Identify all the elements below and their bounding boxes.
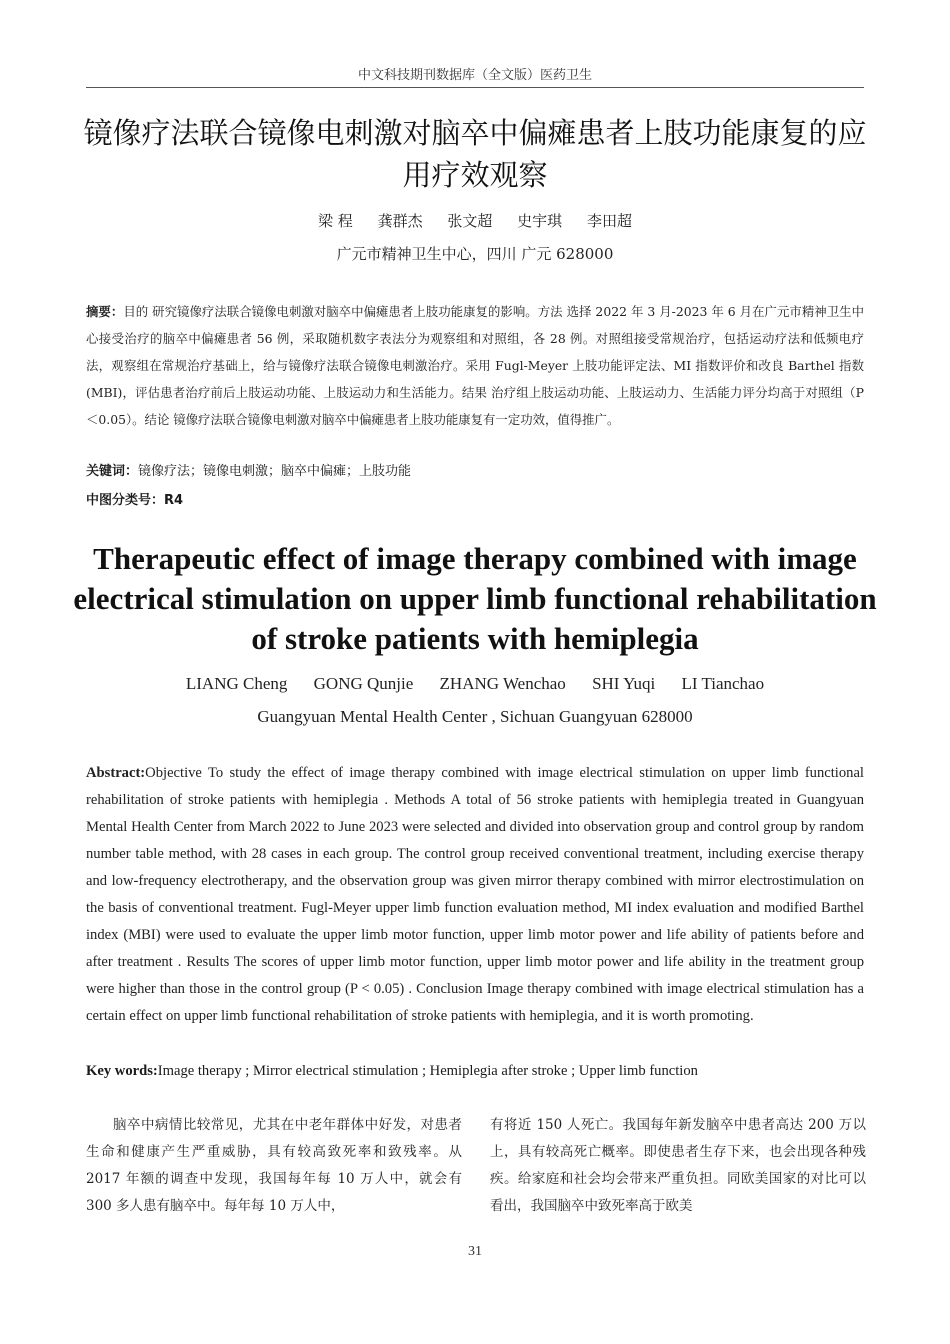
chinese-keywords-text: 镜像疗法；镜像电刺激；脑卒中偏瘫；上肢功能 bbox=[138, 464, 412, 479]
classification-value: R4 bbox=[164, 493, 184, 508]
chinese-abstract-label: 摘要： bbox=[86, 304, 124, 319]
body-right-column: 有将近 150 人死亡。我国每年新发脑卒中患者高达 200 万以上，具有较高死亡概率。即使患者生存下来，也会出现各种残疾。给家庭和社会均会带来严重负担。同欧美国家的对比可以看出，我国脑卒中致死率高于欧美 bbox=[490, 1117, 866, 1214]
chinese-keywords-label: 关键词： bbox=[86, 464, 139, 479]
chinese-keywords bbox=[86, 461, 864, 483]
journal-header: 中文科技期刊数据库（全文版）医药卫生 bbox=[357, 68, 592, 83]
english-keywords-text: Image therapy ; Mirror electrical stimulation ; Hemiplegia after stroke ; Upper limb function bbox=[157, 1063, 698, 1079]
page-number: 31 bbox=[468, 1244, 482, 1259]
cn-author: 李田超 bbox=[586, 212, 632, 230]
cn-author: 史宇琪 bbox=[517, 212, 563, 230]
chinese-affiliation: 广元市精神卫生中心，四川 广元 628000 bbox=[336, 245, 614, 263]
en-author: LIANG Cheng bbox=[185, 674, 288, 693]
en-author: GONG Qunjie bbox=[313, 674, 414, 693]
english-abstract-text: Objective To study the effect of image therapy combined with image electrical stimulation on upper limb functional rehabilitation of stroke patients with hemiplegia . Methods A total of 56 stroke patients with hemiplegia treated in Guangyuan Mental Health Center from March 2022 to June 2023 were selected and divided into observation group and control group by random number table method, with 28 cases in each group. The control group received conventional treatment, including exercise therapy and low-frequency electrotherapy, and the observation group was given mirror therapy combined with mirror electrostimulation on the basis of conventional treatment. Fugl-Meyer upper limb function evaluation method, MI index evaluation and modified Barthel index (MBI) were used to evaluate the upper limb motor function, upper limb motor power and life ability of patients before and after treatment . Results The scores of upper limb motor function, upper limb motor power and life ability in the treatment group were higher than those in the control group (P < 0.05) . Conclusion Image therapy combined with image electrical stimulation has a certain effect on upper limb functional rehabilitation of stroke patients with hemiplegia, and it is worth promoting. bbox=[86, 765, 864, 1024]
english-abstract bbox=[86, 760, 864, 1030]
en-author: LI Tianchao bbox=[681, 674, 765, 693]
cn-author: 梁 程 bbox=[318, 212, 353, 230]
english-abstract-label: Abstract: bbox=[86, 765, 146, 781]
english-title: Therapeutic effect of image therapy combined with image electrical stimulation on upper limb functional rehabilitation of stroke patients with hemiplegia bbox=[73, 541, 877, 656]
english-affiliation: Guangyuan Mental Health Center , Sichuan Guangyuan 628000 bbox=[257, 707, 693, 726]
cn-author: 龚群杰 bbox=[377, 212, 423, 230]
chinese-abstract bbox=[86, 298, 864, 433]
chinese-abstract-text: 目的 研究镜像疗法联合镜像电刺激对脑卒中偏瘫患者上肢功能康复的影响。方法 选择 2022 年 3 月-2023 年 6 月在广元市精神卫生中心接受治疗的脑卒中偏瘫患者 56 例，采取随机数字表法分为观察组和对照组，各 28 例。对照组接受常规治疗，包括运动疗法和低频电疗法，观察组在常规治疗基础上，给与镜像疗法联合镜像电刺激治疗。采用 Fugl-Meyer 上肢功能评定法、MI 指数评价和改良 Barthel 指数(MBI)，评估患者治疗前后上肢运动功能、上肢运动力和生活能力。结果 治疗组上肢运动功能、上肢运动力、生活能力评分均高于对照组（P＜0.05）。结论 镜像疗法联合镜像电刺激对脑卒中偏瘫患者上肢功能康复有一定功效，值得推广。 bbox=[86, 304, 864, 427]
body-left-column: 脑卒中病情比较常见，尤其在中老年群体中好发，对患者生命和健康产生严重威胁，具有较高致死率和致残率。从 2017 年额的调查中发现，我国每年每 10 万人中，就会有 300 多人患有脑卒中。每年每 10 万人中， bbox=[86, 1117, 462, 1214]
en-author: SHI Yuqi bbox=[592, 674, 656, 693]
classification-label: 中图分类号： bbox=[86, 493, 165, 508]
classification-number bbox=[86, 490, 864, 512]
english-keywords-label: Key words: bbox=[86, 1063, 158, 1079]
en-author: ZHANG Wenchao bbox=[439, 674, 566, 693]
english-authors bbox=[86, 674, 864, 694]
english-keywords bbox=[86, 1059, 864, 1083]
header-divider bbox=[86, 87, 864, 88]
cn-author: 张文超 bbox=[447, 212, 493, 230]
chinese-authors bbox=[86, 210, 864, 231]
chinese-title: 镜像疗法联合镜像电刺激对脑卒中偏瘫患者上肢功能康复的应用疗效观察 bbox=[83, 116, 867, 192]
